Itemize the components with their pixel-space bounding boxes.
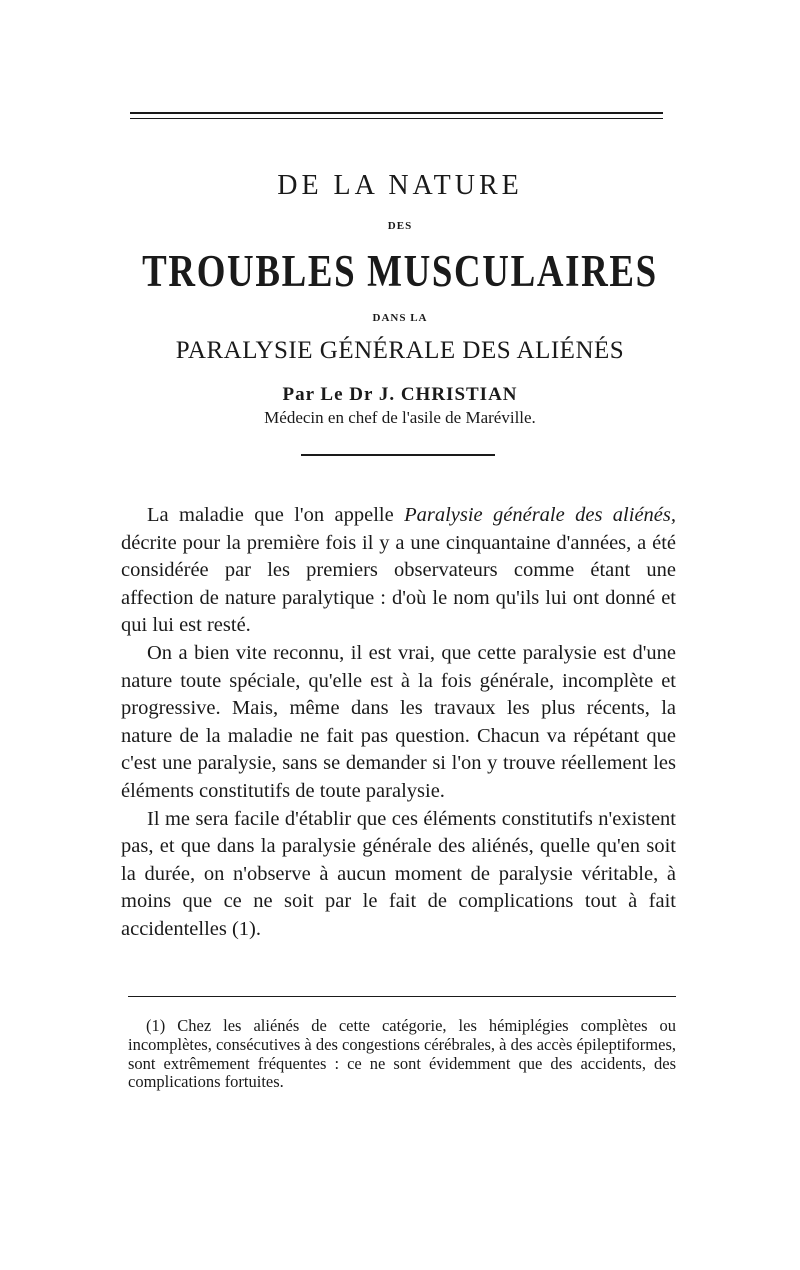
title-main: TROUBLES MUSCULAIRES (142, 246, 658, 296)
title-line-1: DE LA NATURE (277, 170, 523, 201)
title-connector-des: DES (387, 220, 413, 232)
footnote-separator-rule (128, 996, 676, 997)
author-affiliation: Médecin en chef de l'asile de Maréville. (264, 408, 536, 427)
paragraph-1-intro: La maladie que l'on appelle (147, 504, 405, 526)
paragraph-3: Il me sera facile d'établir que ces éléments constitutifs n'existent pas, et que dans la paralysie générale des aliénés, quelle qu'en soit la durée, on n'observe à aucun moment de paralysie véritable, à moins que ce ne soit par le fait de complications tout à fait accidentelles (1). (121, 807, 676, 940)
paragraph-2: On a bien vite reconnu, il est vrai, que cette paralysie est d'une nature toute spéciale, qu'elle est à la fois générale, incomplète et progressive. Mais, même dans les travaux les plus récents, la nature de la maladie ne fait pas question. Chacun va répétant que c'est une paralysie, sans se demander si l'on y trouve réellement les éléments constitutifs de toute paralysie. (121, 641, 676, 802)
footnote-text: (1) Chez les aliénés de cette catégorie, les hémiplégies complètes ou incomplètes, consécutives à des congestions cérébrales, à des accès épileptiformes, sont extrêmement fréquentes : ce ne sont évidemment que des accidents, des complications fortuites. (128, 1016, 676, 1092)
title-line-3: PARALYSIE GÉNÉRALE DES ALIÉNÉS (175, 337, 625, 364)
body-text (121, 502, 676, 944)
title-separator-rule (301, 454, 495, 456)
title-connector-dans: DANS LA (372, 312, 428, 324)
footnote (128, 1017, 676, 1092)
paragraph-1-rest: décrite pour la première fois il y a une cinquantaine d'années, a été considérée par les premiers observateurs comme étant une affection de nature paralytique : d'où le nom qu'ils lui ont donné et qui lui est resté. (121, 531, 676, 637)
header-double-rule-bottom (130, 118, 663, 119)
header-double-rule-top (130, 112, 663, 114)
author-byline: Par Le Dr J. CHRISTIAN (282, 384, 518, 405)
paragraph-1-italic: Paralysie générale des aliénés, (404, 504, 676, 526)
paragraph-1 (121, 502, 676, 640)
